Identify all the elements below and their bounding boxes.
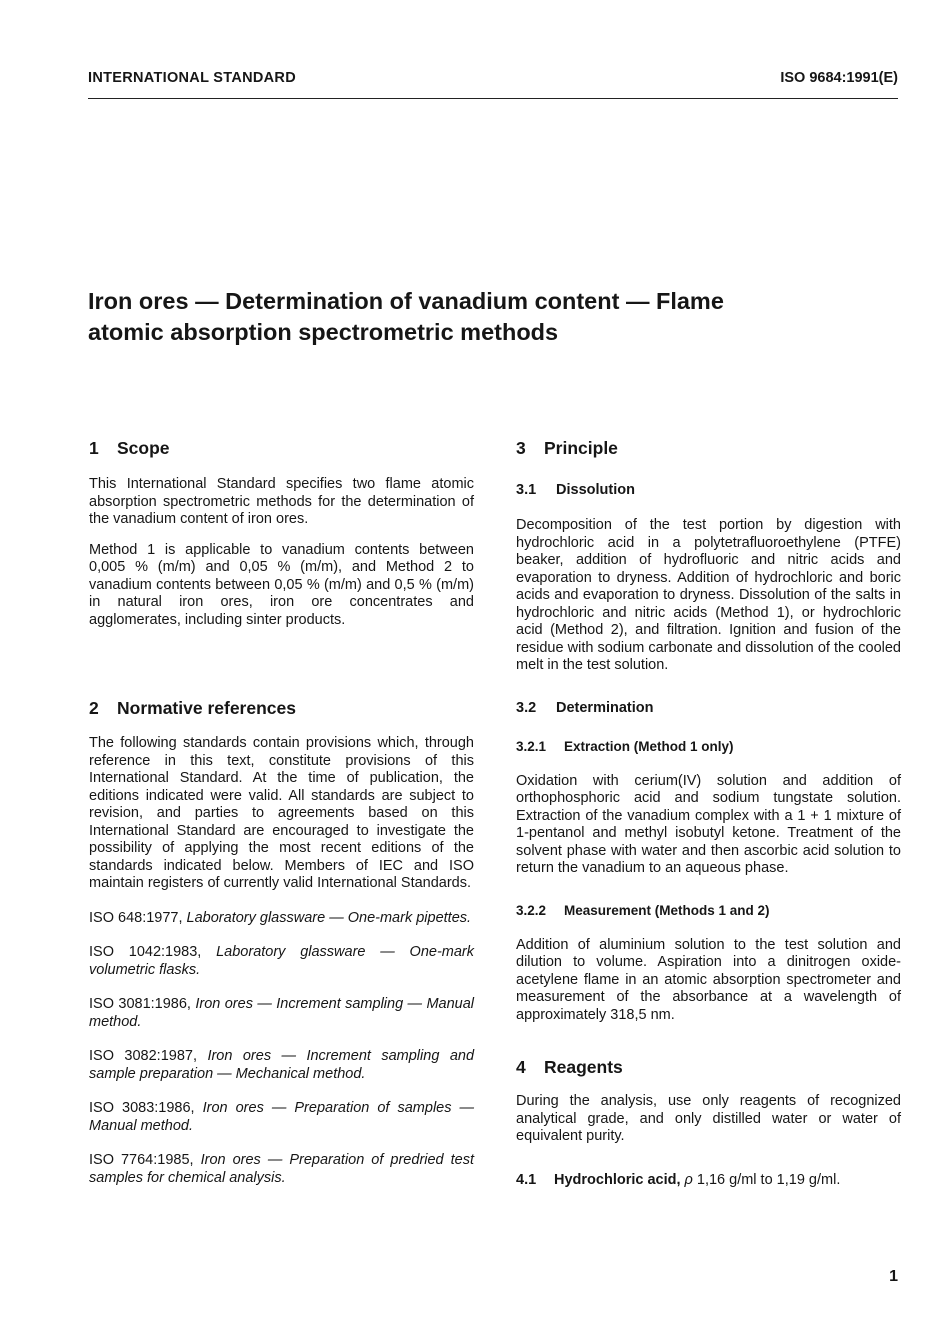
principle-heading (516, 437, 901, 459)
measurement-heading (516, 902, 901, 920)
principle-number: 3 (516, 438, 526, 458)
determination-heading (516, 699, 901, 717)
reference-title: Iron ores — Preparation of predried test samples for chemical analysis. (89, 1152, 475, 1186)
page-number: 1 (889, 1268, 898, 1285)
scope-paragraph-2: Method 1 is applicable to vanadium contents between 0,005 % (m/m) and 0,05 % (m/m), and Method 2 to vanadium contents between 0,05 % (m/m) and 0,5 % (m/m) in natural iron ores, iron ore concentrates and agglomerates, including sinter products. (89, 541, 474, 628)
reference-item (89, 1048, 474, 1083)
page-header (88, 70, 898, 99)
header-standard-type: INTERNATIONAL STANDARD (88, 70, 296, 86)
density-symbol: ρ (684, 1171, 693, 1188)
dissolution-heading (516, 481, 901, 499)
scope-title: Scope (117, 438, 170, 458)
reagent-number: 4.1 (516, 1171, 537, 1188)
extraction-heading (516, 738, 901, 756)
normative-title: Normative references (117, 698, 296, 718)
header-standard-number: ISO 9684:1991(E) (780, 70, 898, 86)
reagents-number: 4 (516, 1057, 526, 1077)
determination-number: 3.2 (516, 699, 537, 716)
extraction-title: Extraction (Method 1 only) (564, 738, 734, 754)
left-column (89, 437, 474, 1187)
reagent-label: Hydrochloric acid, (554, 1171, 681, 1188)
title-line-1: Iron ores — Determination of vanadium content — Flame (88, 288, 724, 314)
reference-code: ISO 3081:1986, (89, 996, 191, 1012)
dissolution-title: Dissolution (556, 482, 635, 498)
reference-item (89, 996, 474, 1031)
reagents-heading (516, 1056, 901, 1078)
scope-number: 1 (89, 438, 99, 458)
reference-code: ISO 1042:1983, (89, 944, 202, 960)
normative-intro: The following standards contain provisions which, through reference in this text, constitute provisions of this International Standard. At the time of publication, the editions indicated were valid. All standards are subject to revision, and parties to agreements based on this International Standard are encouraged to investigate the possibility of applying the most recent editions of the standards indicated below. Members of IEC and ISO maintain registers of currently valid International Standards. (89, 735, 474, 891)
reference-code: ISO 648:1977, (89, 909, 183, 926)
reference-code: ISO 7764:1985, (89, 1152, 194, 1168)
scope-heading (89, 437, 474, 459)
normative-heading (89, 697, 474, 719)
reference-item (89, 910, 474, 928)
reference-code: ISO 3083:1986, (89, 1100, 195, 1116)
reference-item (89, 1100, 474, 1135)
title-line-2: atomic absorption spectrometric methods (88, 319, 559, 345)
reagents-text: During the analysis, use only reagents of recognized analytical grade, and only distilled water or water of equivalent purity. (516, 1093, 901, 1144)
reference-title: Laboratory glassware — One-mark pipettes. (186, 909, 472, 926)
reagent-item (516, 1172, 901, 1190)
reference-item (89, 1152, 474, 1187)
reference-title: Laboratory glassware — One-mark volumetric flasks. (89, 944, 474, 978)
reference-title: Iron ores — Increment sampling — Manual method. (89, 996, 475, 1030)
measurement-text: Addition of aluminium solution to the test solution and dilution to volume. Aspiration into a dinitrogen oxide-acetylene flame in an atomic absorption spectrometer and measurement of the absorbance at a wavelength of approximately 318,5 nm. (516, 936, 901, 1023)
reference-code: ISO 3082:1987, (89, 1048, 197, 1064)
scope-paragraph-1: This International Standard specifies two flame atomic absorption spectrometric methods for the determination of the vanadium content of iron ores. (89, 476, 474, 527)
reagent-value: 1,16 g/ml to 1,19 g/ml. (696, 1171, 841, 1188)
reference-item (89, 944, 474, 979)
extraction-text: Oxidation with cerium(IV) solution and addition of orthophosphoric acid and sodium tungstate solution. Extraction of the vanadium complex with a 1 + 1 mixture of 1-pentanol and methyl isobutyl ketone. Treatment of the solvent phase with water and then ascorbic acid solution to return the vanadium to an aqueous phase. (516, 772, 901, 876)
extraction-number: 3.2.1 (516, 738, 547, 754)
measurement-number: 3.2.2 (516, 902, 547, 918)
document-title (88, 286, 868, 348)
determination-title: Determination (556, 699, 654, 716)
right-column (516, 437, 901, 1189)
dissolution-text: Decomposition of the test portion by digestion with hydrochloric acid in a polytetrafluoroethylene (PTFE) beaker, addition of hydrofluoric and nitric acids and evaporation to dryness. Addition of hydrochloric and boric acids and evaporation to dryness. Dissolution of the salts in hydrochloric and nitric acids (Method 1), or hydrochloric acid (Method 2), and filtration. Ignition and fusion of the residue with sodium carbonate and dissolution of the cooled melt in the test solution. (516, 517, 901, 673)
normative-number: 2 (89, 698, 99, 718)
reference-title: Iron ores — Increment sampling and sample preparation — Mechanical method. (89, 1048, 475, 1082)
measurement-title: Measurement (Methods 1 and 2) (564, 902, 770, 918)
reference-title: Iron ores — Preparation of samples — Manual method. (89, 1100, 474, 1134)
dissolution-number: 3.1 (516, 482, 537, 498)
principle-title: Principle (544, 438, 618, 458)
reagents-title: Reagents (544, 1057, 623, 1077)
